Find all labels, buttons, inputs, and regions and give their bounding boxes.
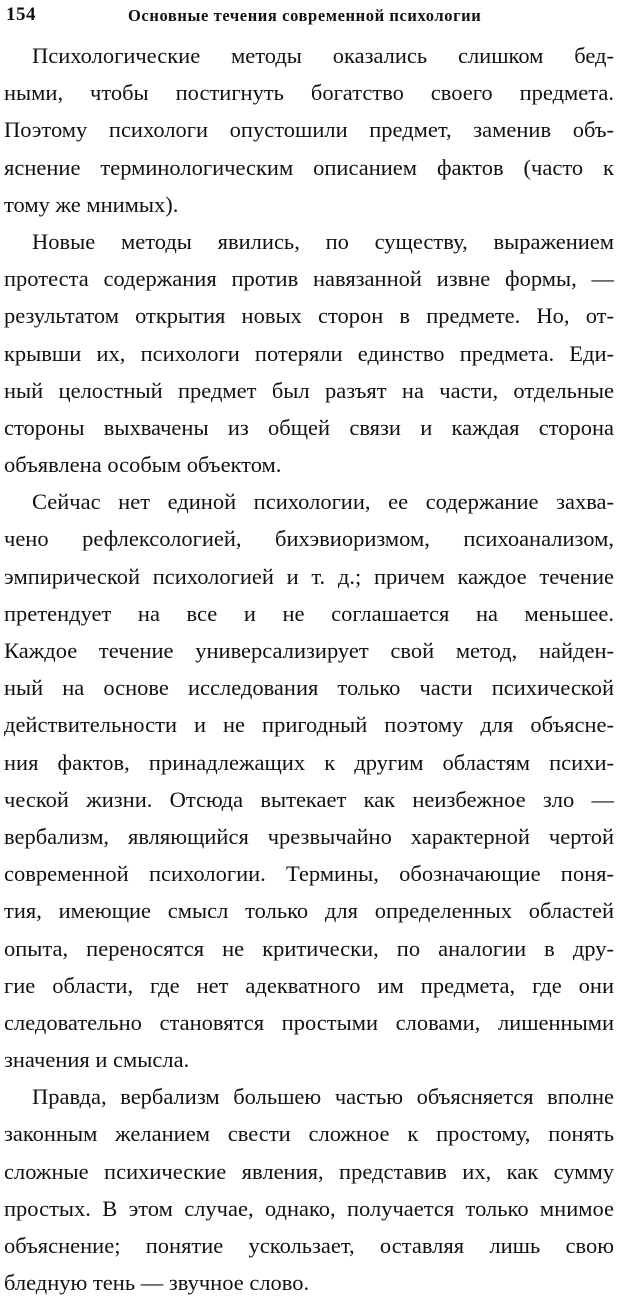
text-line: гие области, где нет адекватного им предмета, где они [4, 972, 614, 998]
running-title: Основные течения современной психологии [128, 6, 482, 25]
text-line: объявлена особым объектом. [4, 452, 282, 478]
text-line: Сейчас нет единой психологии, ее содержание захва- [32, 489, 614, 515]
text-line: законным желанием свести сложное к простому, понять [4, 1121, 614, 1147]
text-line: тия, имеющие смысл только для определенных областей [4, 898, 614, 924]
text-line: бледную тень — звучное слово. [4, 1270, 310, 1296]
text-line: результатом открытия новых сторон в предмете. Но, от- [4, 303, 614, 329]
text-line: современной психологии. Термины, обозначающие поня- [4, 861, 614, 887]
paragraph-4 [4, 1078, 614, 1301]
text-line: ными, чтобы постигнуть богатство своего предмета. [4, 80, 614, 106]
text-line: Новые методы явились, по существу, выражением [32, 228, 614, 254]
text-line: претендует на все и не соглашается на меньшее. [4, 600, 614, 626]
text-line: эмпирической психологией и т. д.; причем каждое течение [4, 563, 614, 589]
text-line: ный на основе исследования только части психической [4, 675, 614, 701]
text-line: ния фактов, принадлежащих к другим областям психи- [4, 749, 614, 775]
text-line: вербализм, являющийся чрезвычайно характерной чертой [4, 823, 614, 849]
body-text [4, 37, 614, 1301]
paragraph-2 [4, 223, 614, 483]
page-number: 154 [6, 4, 36, 25]
text-line: Правда, вербализм большею частью объясняется вполне [32, 1084, 614, 1110]
text-line: ческой жизни. Отсюда вытекает как неизбежное зло — [4, 786, 614, 812]
text-line: крывши их, психологи потеряли единство предмета. Еди- [4, 340, 614, 366]
text-line: яснение терминологическим описанием фактов (часто к [4, 154, 614, 180]
text-line: протеста содержания против навязанной извне формы, — [4, 266, 614, 292]
text-line: стороны выхвачены из общей связи и каждая сторона [4, 414, 614, 440]
text-line: Каждое течение универсализирует свой метод, найден- [4, 638, 614, 663]
text-line: чено рефлексологией, бихэвиоризмом, психоанализом, [4, 526, 614, 552]
text-line: следовательно становятся простыми словами, лишенными [4, 1009, 614, 1035]
text-line: тому же мнимых). [4, 191, 179, 217]
text-line: опыта, переносятся не критически, по аналогии в дру- [4, 935, 614, 961]
text-line: сложные психические явления, представив их, как сумму [4, 1158, 614, 1184]
text-line: ный целостный предмет был разъят на части, отдельные [4, 377, 614, 403]
text-line: простых. В этом случае, однако, получается только мнимое [4, 1195, 614, 1221]
paragraph-1 [4, 37, 614, 223]
text-line: Психологические методы оказались слишком бед- [32, 43, 614, 68]
text-line: объяснение; понятие ускользает, оставляя лишь свою [4, 1233, 614, 1258]
text-line: Поэтому психологи опустошили предмет, заменив объ- [4, 117, 614, 143]
paragraph-3 [4, 483, 614, 1078]
page-header [6, 4, 614, 30]
text-line: значения и смысла. [4, 1047, 190, 1073]
text-line: действительности и не пригодный поэтому для объясне- [4, 712, 614, 738]
